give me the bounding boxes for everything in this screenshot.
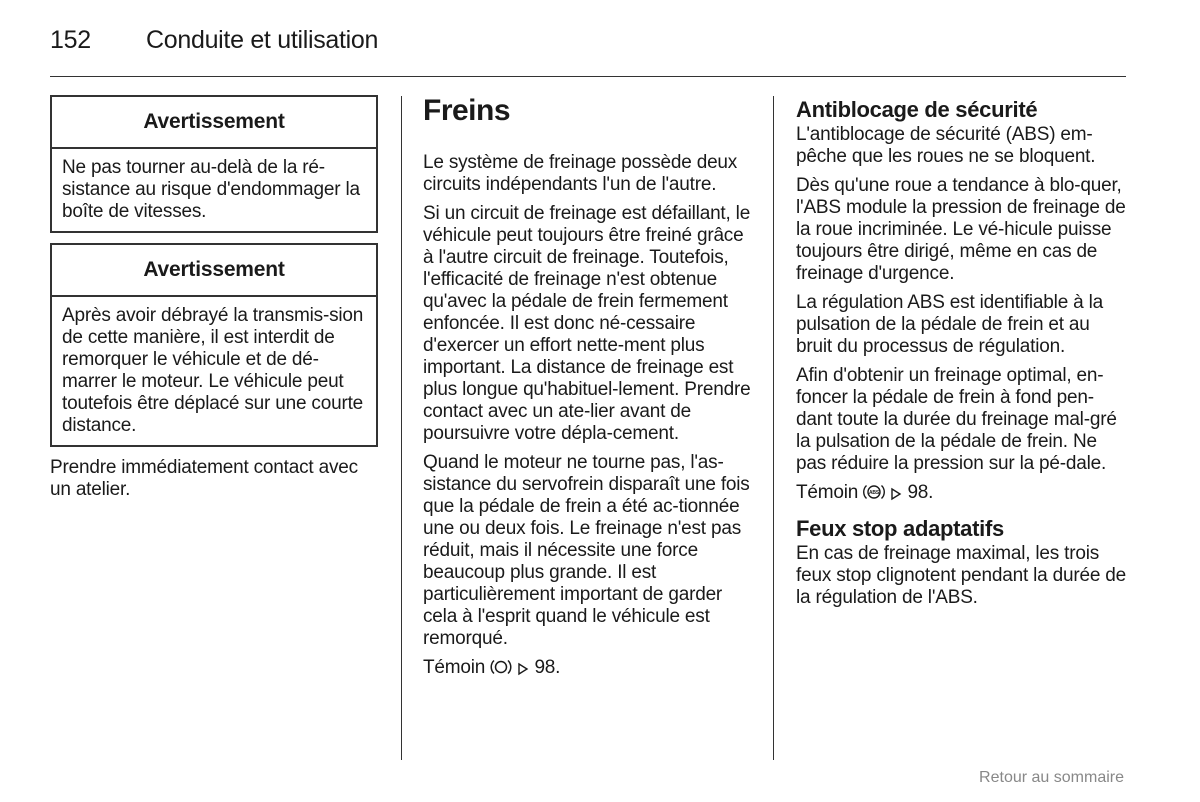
paragraph: Dès qu'une roue a tendance à blo-quer, l'ABS module la pression de freinage de la roue incriminée. Le vé-hicule puisse toujours être dirigé, même en cas de freinage d'urgence. xyxy=(796,175,1126,284)
middle-column xyxy=(423,94,753,686)
warning-text: Ne pas tourner au-delà de la ré-sistance au risque d'endommager la boîte de vitesses. xyxy=(62,157,360,222)
paragraph: Quand le moteur ne tourne pas, l'as-sistance du servofrein disparaît une fois que la pédale de frein a été ac-tionnée une ou deux fois. Le freinage n'est pas réduit, mais il nécessite une force beaucoup plus grande. Il est particulièrement important de garder cela à l'esprit quand le véhicule est remorqué. xyxy=(423,452,750,649)
section-heading: Antiblocage de sécurité xyxy=(796,97,1038,122)
left-column xyxy=(50,95,378,508)
back-to-contents-link[interactable]: Retour au sommaire xyxy=(979,769,1124,786)
warning-text: Après avoir débrayé la transmis-sion de cette manière, il est interdit de remorquer le véhicule et de dé-marrer le moteur. Le véhicule peut toutefois être déplacé sur une courte distance. xyxy=(62,305,364,436)
paragraph: Si un circuit de freinage est défaillant, le véhicule peut toujours être freiné grâce à l'autre circuit de freinage. Toutefois, l'efficacité de freinage n'est obtenue qu'avec la pédale de frein fermement enfoncée. Il est donc né-cessaire d'exercer un effort nette-ment plus important. La distance de freinage est plus longue qu'habituel-lement. Prendre contact avec un ate-lier avant de poursuivre votre dépla-cement. xyxy=(423,203,751,444)
subsection-heading: Feux stop adaptatifs xyxy=(796,516,1004,541)
paragraph: Le système de freinage possède deux circuits indépendants l'un de l'autre. xyxy=(423,152,738,195)
page-ref[interactable]: 98. xyxy=(907,482,934,503)
warning-box xyxy=(50,243,378,447)
temoin-label: Témoin xyxy=(423,657,486,678)
page-header xyxy=(50,26,378,55)
abs-warning-icon xyxy=(863,483,885,501)
paragraph: En cas de freinage maximal, les trois feux stop clignotent pendant la durée de la régulation de l'ABS. xyxy=(796,543,1127,608)
page-ref[interactable]: 98. xyxy=(534,657,561,678)
header-divider xyxy=(50,76,1126,77)
right-column xyxy=(796,97,1128,616)
arrow-ref-icon xyxy=(890,487,902,501)
column-divider xyxy=(401,96,402,760)
temoin-reference xyxy=(796,482,1128,504)
brake-warning-icon xyxy=(490,658,512,676)
page-number: 152 xyxy=(50,26,91,54)
section-title: Conduite et utilisation xyxy=(146,26,379,54)
temoin-reference xyxy=(423,657,753,679)
warning-title: Avertissement xyxy=(52,97,376,149)
arrow-ref-icon xyxy=(517,662,529,676)
paragraph: Prendre immédiatement contact avec un atelier. xyxy=(50,457,358,500)
warning-box xyxy=(50,95,378,233)
paragraph: La régulation ABS est identifiable à la pulsation de la pédale de frein et au bruit du processus de régulation. xyxy=(796,292,1103,357)
temoin-label: Témoin xyxy=(796,482,859,503)
paragraph: L'antiblocage de sécurité (ABS) em-pêche que les roues ne se bloquent. xyxy=(796,124,1096,167)
column-divider xyxy=(773,96,774,760)
warning-title: Avertissement xyxy=(52,245,376,297)
paragraph: Afin d'obtenir un freinage optimal, en-foncer la pédale de frein à fond pen-dant toute la durée du freinage mal-gré la pulsation de la pédale de frein. Ne pas réduire la pression sur la pé-dale. xyxy=(796,365,1117,474)
abs-icon-text: ABS xyxy=(869,490,880,496)
section-heading: Freins xyxy=(423,94,511,127)
